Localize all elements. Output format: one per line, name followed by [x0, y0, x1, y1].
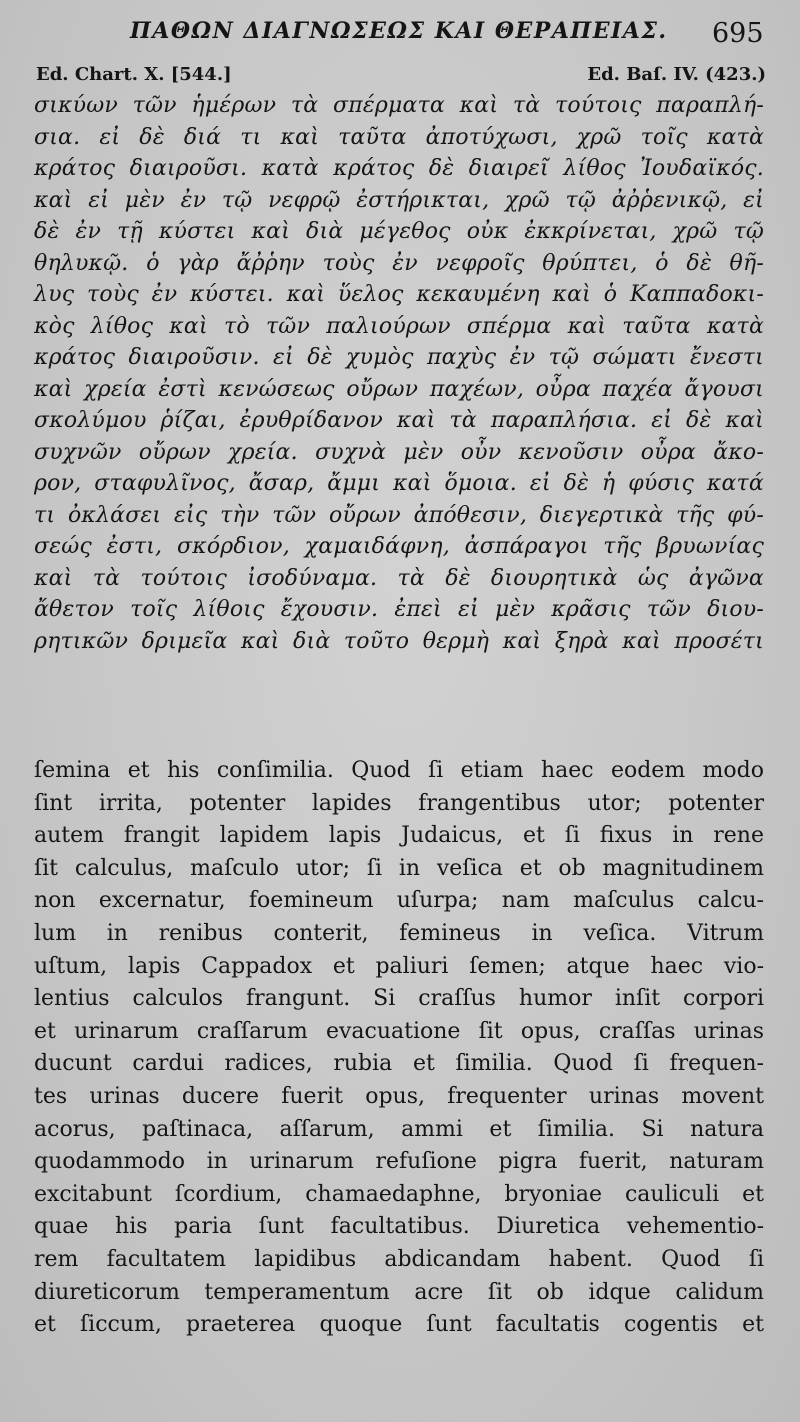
greek-line: ρον, σταφυλῖνος, ἄσαρ, ἄμμι καὶ ὅμοια. εἰ δὲ ἡ φύσις κατά	[34, 471, 764, 496]
latin-line: diureticorum temperamentum acre ſit ob idque calidum	[34, 1279, 764, 1305]
latin-line: tes urinas ducere fuerit opus, frequenter urinas movent	[34, 1083, 764, 1109]
latin-line: rem facultatem lapidibus abdicandam habent. Quod ſi	[34, 1246, 764, 1272]
greek-line: ἄθετον τοῖς λίθοις ἔχουσιν. ἐπεὶ εἰ μὲν κρᾶσις τῶν διου-	[34, 597, 764, 622]
running-head	[0, 18, 800, 58]
greek-line: θηλυκῷ. ὁ γὰρ ἄῤῥην τοὺς ἐν νεφροῖς θρύπτει, ὁ δὲ θῆ-	[34, 250, 764, 276]
latin-line: autem frangit lapidem lapis Judaicus, et ſi fixus in rene	[34, 823, 764, 849]
page-number: 695	[712, 18, 764, 49]
latin-text	[34, 755, 764, 1342]
greek-line: σικύων τῶν ἡμέρων τὰ σπέρματα καὶ τὰ τούτοις παραπλή-	[34, 93, 764, 118]
edition-basel: Ed. Baſ. IV. (423.)	[587, 64, 766, 85]
latin-line: non excernatur, foemineum uſurpa; nam maſculus calcu-	[34, 888, 764, 914]
greek-line: συχνῶν οὔρων χρεία. συχνὰ μὲν οὖν κενοῦσιν οὖρα ἄκο-	[34, 439, 764, 465]
greek-line: κὸς λίθος καὶ τὸ τῶν παλιούρων σπέρμα καὶ ταῦτα κατὰ	[34, 313, 764, 339]
greek-line: κράτος διαιροῦσι. κατὰ κράτος δὲ διαιρεῖ λίθος Ἰουδαϊκός.	[34, 156, 764, 181]
greek-line: κράτος διαιροῦσιν. εἰ δὲ χυμὸς παχὺς ἐν τῷ σώματι ἔνεστι	[34, 345, 764, 370]
greek-line: καὶ τὰ τούτοις ἰσοδύναμα. τὰ δὲ διουρητικὰ ὡς ἀγῶνα	[34, 565, 764, 591]
edition-chartier: Ed. Chart. X. [544.]	[36, 64, 232, 85]
greek-line: σκολύμου ῥίζαι, ἐρυθρίδανον καὶ τὰ παραπλήσια. εἰ δὲ καὶ	[34, 408, 764, 433]
latin-line: acorus, paſtinaca, aſſarum, ammi et ſimilia. Si natura	[34, 1116, 764, 1142]
latin-line: excitabunt ſcordium, chamaedaphne, bryoniae cauliculi et	[34, 1181, 764, 1207]
greek-line: δὲ ἐν τῇ κύστει καὶ διὰ μέγεθος οὐκ ἐκκρίνεται, χρῶ τῷ	[34, 219, 764, 244]
latin-line: et urinarum craſſarum evacuatione ſit opus, craſſas urinas	[34, 1018, 764, 1044]
running-title: ΠΑΘΩΝ ΔΙΑΓΝΩΣΕΩΣ ΚΑΙ ΘΕΡΑΠΕΙΑΣ.	[130, 18, 668, 44]
greek-line: καὶ εἰ μὲν ἐν τῷ νεφρῷ ἐστήρικται, χρῶ τῷ ἀῤῥενικῷ, εἰ	[34, 187, 764, 213]
latin-line: uſtum, lapis Cappadox et paliuri ſemen; atque haec vio-	[34, 953, 764, 979]
latin-line: quae his paria ſunt facultatibus. Diuretica vehementio-	[34, 1214, 764, 1240]
latin-line: ſit calculus, maſculo utor; ſi in veſica et ob magnitudinem	[34, 855, 764, 881]
latin-line: lum in renibus conterit, femineus in veſica. Vitrum	[34, 920, 764, 946]
greek-text	[34, 90, 764, 657]
latin-line: lentius calculos frangunt. Si craſſus humor inſit corpori	[34, 986, 764, 1012]
greek-line: ρητικῶν δριμεῖα καὶ διὰ τοῦτο θερμὴ καὶ ξηρὰ καὶ προσέτι	[34, 628, 764, 654]
latin-line: et ſiccum, praeterea quoque ſunt facultatis cogentis et	[34, 1312, 764, 1338]
greek-line: σια. εἰ δὲ διά τι καὶ ταῦτα ἀποτύχωσι, χρῶ τοῖς κατὰ	[34, 124, 764, 150]
greek-line: καὶ χρεία ἐστὶ κενώσεως οὔρων παχέων, οὖρα παχέα ἄγουσι	[34, 376, 764, 402]
latin-line: quodammodo in urinarum refuſione pigra fuerit, naturam	[34, 1149, 764, 1175]
latin-line: ſint irrita, potenter lapides frangentibus utor; potenter	[34, 790, 764, 816]
greek-line: λυς τοὺς ἐν κύστει. καὶ ὕελος κεκαυμένη καὶ ὁ Καππαδοκι-	[34, 282, 764, 307]
latin-line: ſemina et his conſimilia. Quod ſi etiam haec eodem modo	[34, 758, 764, 783]
latin-line: ducunt cardui radices, rubia et ſimilia. Quod ſi frequen-	[34, 1051, 764, 1077]
greek-line: τι ὀκλάσει εἰς τὴν τῶν οὔρων ἀπόθεσιν, διεγερτικὰ τῆς φύ-	[34, 502, 764, 528]
greek-line: σεώς ἐστι, σκόρδιον, χαμαιδάφνη, ἀσπάραγοι τῆς βρυωνίας	[34, 534, 764, 559]
